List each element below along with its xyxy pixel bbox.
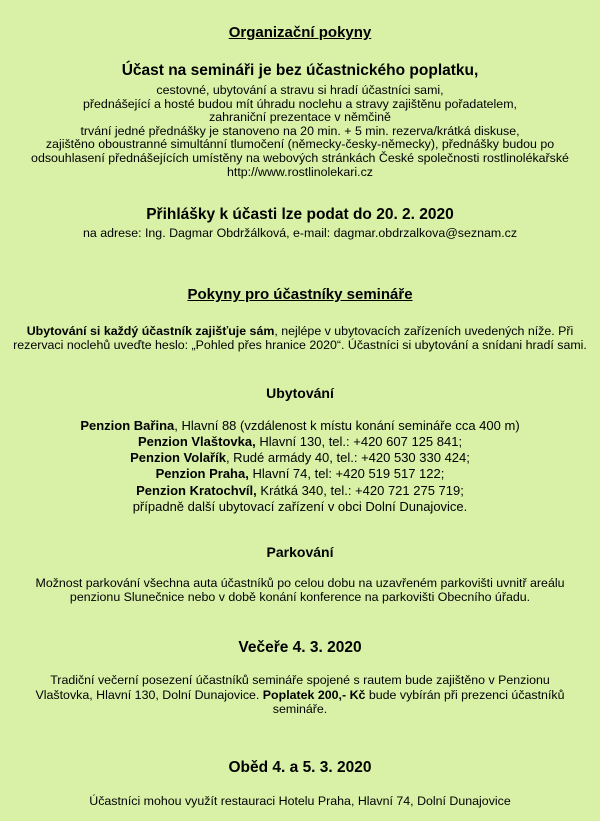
penzion-name: Penzion Praha, <box>155 466 249 482</box>
lunch-paragraph: Účastníci mohou využít restauraci Hotelu Praha, Hlavní 74, Dolní Dunajovice <box>89 793 511 808</box>
dinner-fee-bold: Poplatek 200,- Kč <box>262 687 366 702</box>
penzion-name: Penzion Kratochvíl, <box>136 482 257 498</box>
accommodation-heading: Ubytování <box>266 384 334 401</box>
list-item <box>5 466 595 482</box>
text-line: přednášející a hosté budou mít úhradu noclehu a stravy zajištěnu pořadatelem, <box>83 96 517 111</box>
list-item <box>5 483 595 499</box>
instructions-text: , nejlépe v ubytovacích zařízeních uvedených níže. Při rezervaci noclehů uveďte heslo: „Pohled přes hranice 2020“. Účastníci si ubytování a snídani hradí sami. <box>13 323 587 352</box>
parking-heading: Parkování <box>266 543 334 560</box>
participation-details <box>5 84 595 179</box>
list-item <box>5 434 595 450</box>
list-item <box>5 450 595 466</box>
penzion-details: Krátká 340, tel.: +420 721 275 719; <box>256 482 464 498</box>
penzion-details: Hlavní 130, tel.: +420 607 125 841; <box>255 433 463 449</box>
lunch-heading: Oběd 4. a 5. 3. 2020 <box>228 758 372 776</box>
section-accommodation <box>5 385 595 515</box>
section-instructions <box>5 286 595 352</box>
instructions-bold-lead: Ubytování si každý účastník zajišťuje sám <box>26 323 275 338</box>
section-dinner <box>5 639 595 716</box>
dinner-text-post: bude vybírán při prezenci účastníků semináře. <box>272 687 565 716</box>
application-address: na adrese: Ing. Dagmar Obdržálková, e-mail: dagmar.obdrzalkova@seznam.cz <box>82 226 518 241</box>
text-line: zahraniční prezentace v němčině <box>209 110 391 125</box>
dinner-heading: Večeře 4. 3. 2020 <box>238 639 362 657</box>
dinner-paragraph <box>22 673 578 716</box>
section-parking <box>5 544 595 604</box>
penzion-details: Hlavní 74, tel: +420 519 517 122; <box>248 466 445 482</box>
penzion-details: , Rudé armády 40, tel.: +420 530 330 424; <box>225 450 470 466</box>
accommodation-list <box>5 418 595 515</box>
section-applications <box>5 206 595 241</box>
participation-heading: Účast na semináři je bez účastnického poplatku, <box>121 62 479 79</box>
penzion-name: Penzion Vlaštovka, <box>137 433 256 449</box>
penzion-name: Penzion Bařina <box>80 417 175 433</box>
instructions-paragraph <box>7 324 593 352</box>
text-line: trvání jedné přednášky je stanoveno na 20 min. + 5 min. rezerva/krátká diskuse, <box>80 123 520 138</box>
applications-heading: Přihlášky k účasti lze podat do 20. 2. 2020 <box>146 206 454 224</box>
page-title: Organizační pokyny <box>228 24 372 41</box>
section-participation <box>5 62 595 179</box>
section-lunch <box>5 759 595 809</box>
penzion-details: , Hlavní 88 (vzdálenost k místu konání semináře cca 400 m) <box>174 417 520 433</box>
instructions-title: Pokyny pro účastníky semináře <box>187 285 413 303</box>
text-line: odsouhlasení přednášejících umístěny na webových stránkách České společnosti rostlinolékařské <box>31 150 569 165</box>
dinner-text-pre: Tradiční večerní posezení účastníků semináře spojené s rautem bude zajištěno v Penzionu Vlaštovka, Hlavní 130, Dolní Dunajovice. <box>35 673 550 702</box>
website-url: http://www.rostlinolekari.cz <box>227 164 373 179</box>
list-item-extra: případně další ubytovací zařízení v obci Dolní Dunajovice. <box>132 498 468 514</box>
list-item <box>5 418 595 434</box>
penzion-name: Penzion Volařík <box>130 450 226 466</box>
text-line: cestovné, ubytování a stravu si hradí účastníci sami, <box>156 83 444 97</box>
text-line: zajištěno oboustranné simultánní tlumočení (německy-česky-německy), přednášky budou po <box>45 137 555 152</box>
parking-paragraph: Možnost parkování všechna auta účastníků po celou dobu na uzavřeném parkovišti uvnitř areálu penzionu Slunečnice nebo v době konání konference na parkovišti Obecního úřadu. <box>35 575 565 605</box>
